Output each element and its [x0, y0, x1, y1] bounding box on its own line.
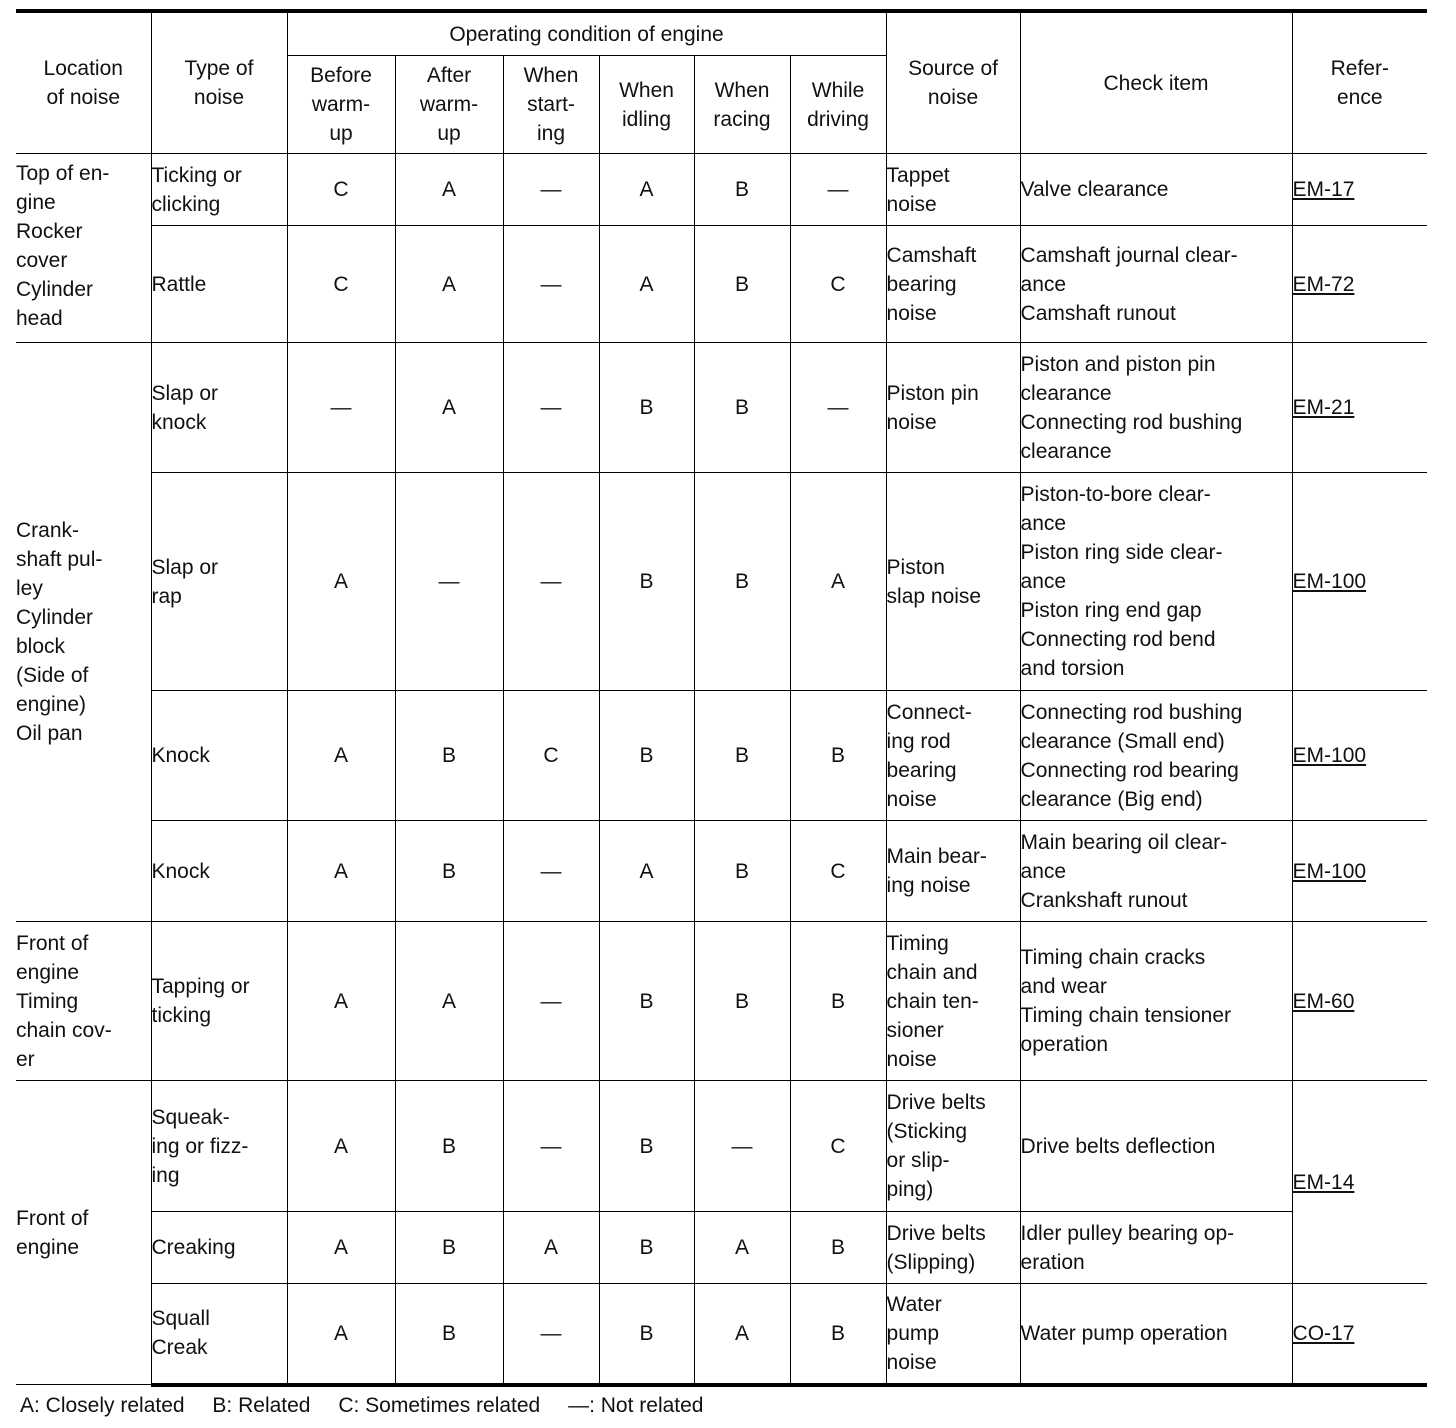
reference-cell-text: CO-17	[1292, 1321, 1355, 1345]
reference-cell-text: EM-100	[1292, 744, 1367, 767]
condition-before-warmup-cell-text: A	[333, 1134, 348, 1158]
condition-when-racing-cell	[694, 1212, 790, 1284]
reference-cell	[1292, 821, 1427, 922]
type-cell-text: Creaking	[151, 1236, 236, 1259]
type-cell-text: Rattle	[151, 272, 207, 296]
condition-after-warmup-cell-text: B	[441, 859, 456, 883]
condition-after-warmup-cell-text: A	[441, 989, 456, 1013]
header-condition-before-warmup: Before warm- up	[287, 56, 395, 154]
condition-when-idling-cell	[599, 691, 694, 821]
condition-while-driving-cell-text: B	[831, 1236, 846, 1259]
condition-while-driving-cell	[790, 1212, 886, 1284]
condition-when-idling-cell-text: B	[639, 1236, 654, 1259]
condition-when-racing-cell-text: B	[734, 859, 749, 883]
condition-after-warmup-cell	[395, 691, 503, 821]
condition-when-starting-cell	[503, 922, 599, 1081]
reference-cell-text: EM-60	[1292, 989, 1355, 1013]
condition-after-warmup-cell	[395, 1212, 503, 1284]
type-cell	[151, 1081, 287, 1212]
source-cell-text: Piston pin noise	[886, 381, 979, 434]
condition-before-warmup-cell-text: A	[333, 989, 348, 1013]
condition-when-idling-cell	[599, 1081, 694, 1212]
source-cell	[886, 1284, 1020, 1385]
condition-after-warmup-cell-text: B	[441, 744, 456, 767]
condition-while-driving-cell-text: A	[831, 570, 846, 593]
condition-when-racing-cell	[694, 473, 790, 691]
condition-before-warmup-cell-text: C	[333, 178, 349, 201]
source-cell	[886, 691, 1020, 821]
check-item-cell	[1020, 1081, 1292, 1212]
condition-after-warmup-cell-text: A	[441, 272, 456, 296]
condition-while-driving-cell	[790, 691, 886, 821]
condition-when-starting-cell-text: —	[540, 178, 562, 201]
check-item-cell	[1020, 922, 1292, 1081]
reference-cell	[1292, 691, 1427, 821]
condition-when-starting-cell-text: —	[540, 859, 562, 883]
table-row	[16, 821, 1427, 922]
condition-when-racing-cell	[694, 691, 790, 821]
source-cell-text: Main bear- ing noise	[886, 845, 987, 897]
source-cell	[886, 154, 1020, 226]
check-item-cell-text: Idler pulley bearing op- eration	[1020, 1221, 1235, 1274]
check-item-cell-text: Camshaft journal clear- ance Camshaft runout	[1020, 243, 1238, 325]
condition-when-idling-cell-text: B	[639, 570, 654, 593]
condition-when-racing-cell	[694, 343, 790, 473]
condition-before-warmup-cell	[287, 922, 395, 1081]
type-cell	[151, 1212, 287, 1284]
type-cell-text: Squeak- ing or fizz- ing	[151, 1105, 249, 1187]
condition-before-warmup-cell	[287, 473, 395, 691]
source-cell-text: Piston slap noise	[886, 555, 982, 608]
table-row	[16, 1212, 1427, 1284]
type-cell	[151, 473, 287, 691]
header-source: Source of noise	[886, 11, 1020, 154]
condition-when-starting-cell-text: A	[543, 1236, 558, 1259]
check-item-cell	[1020, 1284, 1292, 1385]
condition-while-driving-cell	[790, 154, 886, 226]
check-item-cell-text: Drive belts deflection	[1020, 1134, 1216, 1158]
source-cell-text: Water pump noise	[886, 1292, 942, 1374]
source-cell-text: Drive belts (Slipping)	[886, 1221, 986, 1274]
condition-when-racing-cell-text: B	[734, 744, 749, 767]
condition-when-idling-cell	[599, 922, 694, 1081]
check-item-cell-text: Main bearing oil clear- ance Crankshaft runout	[1020, 830, 1228, 912]
condition-when-starting-cell-text: —	[540, 272, 562, 296]
condition-when-idling-cell-text: A	[639, 859, 654, 883]
condition-when-racing-cell-text: B	[734, 272, 749, 296]
condition-when-idling-cell-text: B	[639, 1134, 654, 1158]
condition-after-warmup-cell-text: B	[441, 1236, 456, 1259]
condition-when-idling-cell	[599, 473, 694, 691]
condition-before-warmup-cell-text: C	[333, 272, 349, 296]
header-condition-when-racing: When racing	[694, 56, 790, 154]
source-cell	[886, 1212, 1020, 1284]
condition-before-warmup-cell-text: A	[333, 1321, 348, 1345]
source-cell	[886, 821, 1020, 922]
type-cell	[151, 343, 287, 473]
condition-before-warmup-cell	[287, 691, 395, 821]
condition-while-driving-cell	[790, 226, 886, 343]
reference-cell	[1292, 226, 1427, 343]
check-item-cell-text: Timing chain cracks and wear Timing chain tensioner operation	[1020, 946, 1232, 1056]
source-cell	[886, 922, 1020, 1081]
condition-after-warmup-cell	[395, 821, 503, 922]
condition-when-starting-cell	[503, 821, 599, 922]
condition-when-starting-cell	[503, 691, 599, 821]
condition-while-driving-cell	[790, 1284, 886, 1385]
condition-while-driving-cell-text: C	[830, 859, 846, 883]
noise-diagnosis-table-container	[16, 9, 1427, 1387]
table-row	[16, 922, 1427, 1081]
header-check-item: Check item	[1020, 11, 1292, 154]
condition-while-driving-cell-text: —	[827, 396, 849, 419]
type-cell	[151, 922, 287, 1081]
condition-when-idling-cell-text: B	[639, 744, 654, 767]
check-item-cell	[1020, 1212, 1292, 1284]
condition-before-warmup-cell-text: A	[333, 859, 348, 883]
type-cell	[151, 691, 287, 821]
condition-before-warmup-cell-text: A	[333, 744, 348, 767]
condition-when-racing-cell-text: B	[734, 570, 749, 593]
reference-cell-text: EM-72	[1292, 272, 1355, 296]
location-cell	[16, 922, 151, 1081]
source-cell	[886, 1081, 1020, 1212]
legend-item: B: Related	[212, 1394, 311, 1417]
check-item-cell-text: Valve clearance	[1020, 178, 1169, 201]
condition-when-racing-cell-text: B	[734, 396, 749, 419]
condition-when-racing-cell	[694, 226, 790, 343]
condition-when-racing-cell	[694, 1081, 790, 1212]
condition-before-warmup-cell	[287, 343, 395, 473]
type-cell	[151, 226, 287, 343]
condition-while-driving-cell-text: —	[827, 178, 849, 201]
condition-before-warmup-cell-text: A	[333, 1236, 348, 1259]
reference-cell-text: EM-14	[1292, 1170, 1355, 1194]
condition-before-warmup-cell-text: —	[330, 396, 352, 419]
check-item-cell-text: Water pump operation	[1020, 1321, 1228, 1345]
condition-after-warmup-cell-text: —	[438, 570, 460, 593]
header-type: Type of noise	[151, 11, 287, 154]
condition-after-warmup-cell	[395, 1284, 503, 1385]
condition-after-warmup-cell	[395, 473, 503, 691]
header-operating-condition: Operating condition of engine	[287, 11, 886, 56]
type-cell	[151, 154, 287, 226]
noise-diagnosis-table	[16, 9, 1427, 1387]
condition-after-warmup-cell-text: A	[441, 396, 456, 419]
source-cell	[886, 343, 1020, 473]
reference-cell	[1292, 473, 1427, 691]
condition-before-warmup-cell-text: A	[333, 570, 348, 593]
condition-before-warmup-cell	[287, 821, 395, 922]
condition-when-starting-cell-text: —	[540, 1321, 562, 1345]
condition-when-starting-cell-text: C	[543, 744, 559, 767]
header-condition-when-starting: When start- ing	[503, 56, 599, 154]
condition-when-racing-cell-text: B	[734, 178, 749, 201]
condition-after-warmup-cell-text: A	[441, 178, 456, 201]
condition-when-idling-cell-text: B	[639, 1321, 654, 1345]
reference-cell	[1292, 1081, 1427, 1284]
header-reference: Refer- ence	[1292, 11, 1427, 154]
condition-while-driving-cell	[790, 922, 886, 1081]
condition-when-starting-cell	[503, 473, 599, 691]
condition-after-warmup-cell	[395, 343, 503, 473]
condition-when-racing-cell-text: A	[734, 1321, 749, 1345]
condition-when-starting-cell	[503, 343, 599, 473]
type-cell-text: Slap or knock	[151, 381, 219, 434]
condition-after-warmup-cell	[395, 922, 503, 1081]
condition-when-idling-cell	[599, 154, 694, 226]
condition-when-idling-cell-text: A	[639, 178, 654, 201]
type-cell-text: Ticking or clicking	[151, 163, 242, 216]
source-cell-text: Tappet noise	[886, 163, 950, 216]
type-cell-text: Knock	[151, 744, 210, 767]
reference-cell	[1292, 922, 1427, 1081]
condition-while-driving-cell-text: C	[830, 1134, 846, 1158]
location-cell-text: Crank- shaft pul- ley Cylinder block (Side of engine) Oil pan	[16, 519, 103, 745]
condition-when-starting-cell-text: —	[540, 570, 562, 593]
condition-while-driving-cell-text: B	[831, 1321, 846, 1345]
reference-cell-text: EM-21	[1292, 396, 1355, 419]
source-cell	[886, 473, 1020, 691]
table-body	[16, 154, 1427, 1385]
condition-when-starting-cell-text: —	[540, 396, 562, 419]
table-row	[16, 473, 1427, 691]
legend-item: C: Sometimes related	[338, 1394, 541, 1417]
condition-when-racing-cell	[694, 821, 790, 922]
condition-while-driving-cell-text: B	[831, 989, 846, 1013]
type-cell-text: Squall Creak	[151, 1307, 210, 1360]
table-row	[16, 226, 1427, 343]
condition-while-driving-cell	[790, 343, 886, 473]
condition-when-starting-cell	[503, 1081, 599, 1212]
header-condition-after-warmup: After warm- up	[395, 56, 503, 154]
location-cell	[16, 154, 151, 343]
legend-item: A: Closely related	[20, 1394, 185, 1417]
type-cell	[151, 1284, 287, 1385]
condition-while-driving-cell	[790, 473, 886, 691]
condition-before-warmup-cell	[287, 1081, 395, 1212]
condition-before-warmup-cell	[287, 1212, 395, 1284]
source-cell-text: Connect- ing rod bearing noise	[886, 700, 972, 811]
location-cell-text: Front of engine Timing chain cov- er	[16, 931, 112, 1071]
type-cell-text: Slap or rap	[151, 555, 219, 608]
type-cell	[151, 821, 287, 922]
header-condition-while-driving: While driving	[790, 56, 886, 154]
reference-cell	[1292, 154, 1427, 226]
legend-item: —: Not related	[568, 1394, 704, 1417]
condition-when-starting-cell-text: —	[540, 989, 562, 1013]
condition-when-starting-cell	[503, 1212, 599, 1284]
condition-when-idling-cell	[599, 1284, 694, 1385]
condition-when-idling-cell-text: A	[639, 272, 654, 296]
table-row	[16, 691, 1427, 821]
condition-when-starting-cell	[503, 226, 599, 343]
condition-when-starting-cell	[503, 1284, 599, 1385]
condition-before-warmup-cell	[287, 226, 395, 343]
source-cell	[886, 226, 1020, 343]
condition-when-racing-cell	[694, 1284, 790, 1385]
location-cell-text: Top of en- gine Rocker cover Cylinder head	[16, 162, 110, 330]
condition-while-driving-cell	[790, 821, 886, 922]
check-item-cell-text: Piston-to-bore clear- ance Piston ring side clear- ance Piston ring end gap Connecting rod bend and torsion	[1020, 483, 1223, 680]
check-item-cell-text: Connecting rod bushing clearance (Small end) Connecting rod bearing clearance (Big end)	[1020, 700, 1243, 811]
check-item-cell	[1020, 226, 1292, 343]
condition-after-warmup-cell	[395, 1081, 503, 1212]
check-item-cell	[1020, 691, 1292, 821]
condition-when-racing-cell-text: —	[731, 1134, 753, 1158]
source-cell-text: Drive belts (Sticking or slip- ping)	[886, 1091, 986, 1201]
condition-after-warmup-cell	[395, 226, 503, 343]
reference-cell	[1292, 1284, 1427, 1385]
reference-cell-text: EM-100	[1292, 570, 1367, 593]
condition-when-idling-cell	[599, 343, 694, 473]
condition-before-warmup-cell	[287, 1284, 395, 1385]
check-item-cell	[1020, 154, 1292, 226]
reference-cell-text: EM-17	[1292, 178, 1355, 201]
check-item-cell	[1020, 343, 1292, 473]
condition-when-starting-cell	[503, 154, 599, 226]
condition-before-warmup-cell	[287, 154, 395, 226]
source-cell-text: Timing chain and chain ten- sioner noise	[886, 931, 979, 1071]
location-cell-text: Front of engine	[16, 1206, 89, 1259]
reference-cell-text: EM-100	[1292, 859, 1367, 883]
check-item-cell-text: Piston and piston pin clearance Connecting rod bushing clearance	[1020, 352, 1243, 463]
table-row	[16, 154, 1427, 226]
condition-when-racing-cell	[694, 922, 790, 1081]
condition-while-driving-cell-text: B	[831, 744, 846, 767]
header-condition-when-idling: When idling	[599, 56, 694, 154]
condition-when-racing-cell-text: B	[734, 989, 749, 1013]
check-item-cell	[1020, 473, 1292, 691]
condition-when-starting-cell-text: —	[540, 1134, 562, 1158]
table-row	[16, 1284, 1427, 1385]
reference-cell	[1292, 343, 1427, 473]
condition-after-warmup-cell-text: B	[441, 1134, 456, 1158]
table-row	[16, 343, 1427, 473]
condition-when-racing-cell	[694, 154, 790, 226]
condition-when-idling-cell	[599, 226, 694, 343]
condition-when-idling-cell-text: B	[639, 396, 654, 419]
type-cell-text: Knock	[151, 859, 210, 883]
legend	[20, 1392, 726, 1420]
condition-after-warmup-cell	[395, 154, 503, 226]
location-cell	[16, 343, 151, 922]
check-item-cell	[1020, 821, 1292, 922]
condition-after-warmup-cell-text: B	[441, 1321, 456, 1345]
type-cell-text: Tapping or ticking	[151, 975, 250, 1027]
condition-when-idling-cell-text: B	[639, 989, 654, 1013]
location-cell	[16, 1081, 151, 1385]
condition-when-idling-cell	[599, 821, 694, 922]
condition-when-idling-cell	[599, 1212, 694, 1284]
header-location: Location of noise	[16, 11, 151, 154]
table-row	[16, 1081, 1427, 1212]
condition-while-driving-cell	[790, 1081, 886, 1212]
condition-when-racing-cell-text: A	[734, 1236, 749, 1259]
condition-while-driving-cell-text: C	[830, 272, 846, 296]
source-cell-text: Camshaft bearing noise	[886, 243, 977, 325]
